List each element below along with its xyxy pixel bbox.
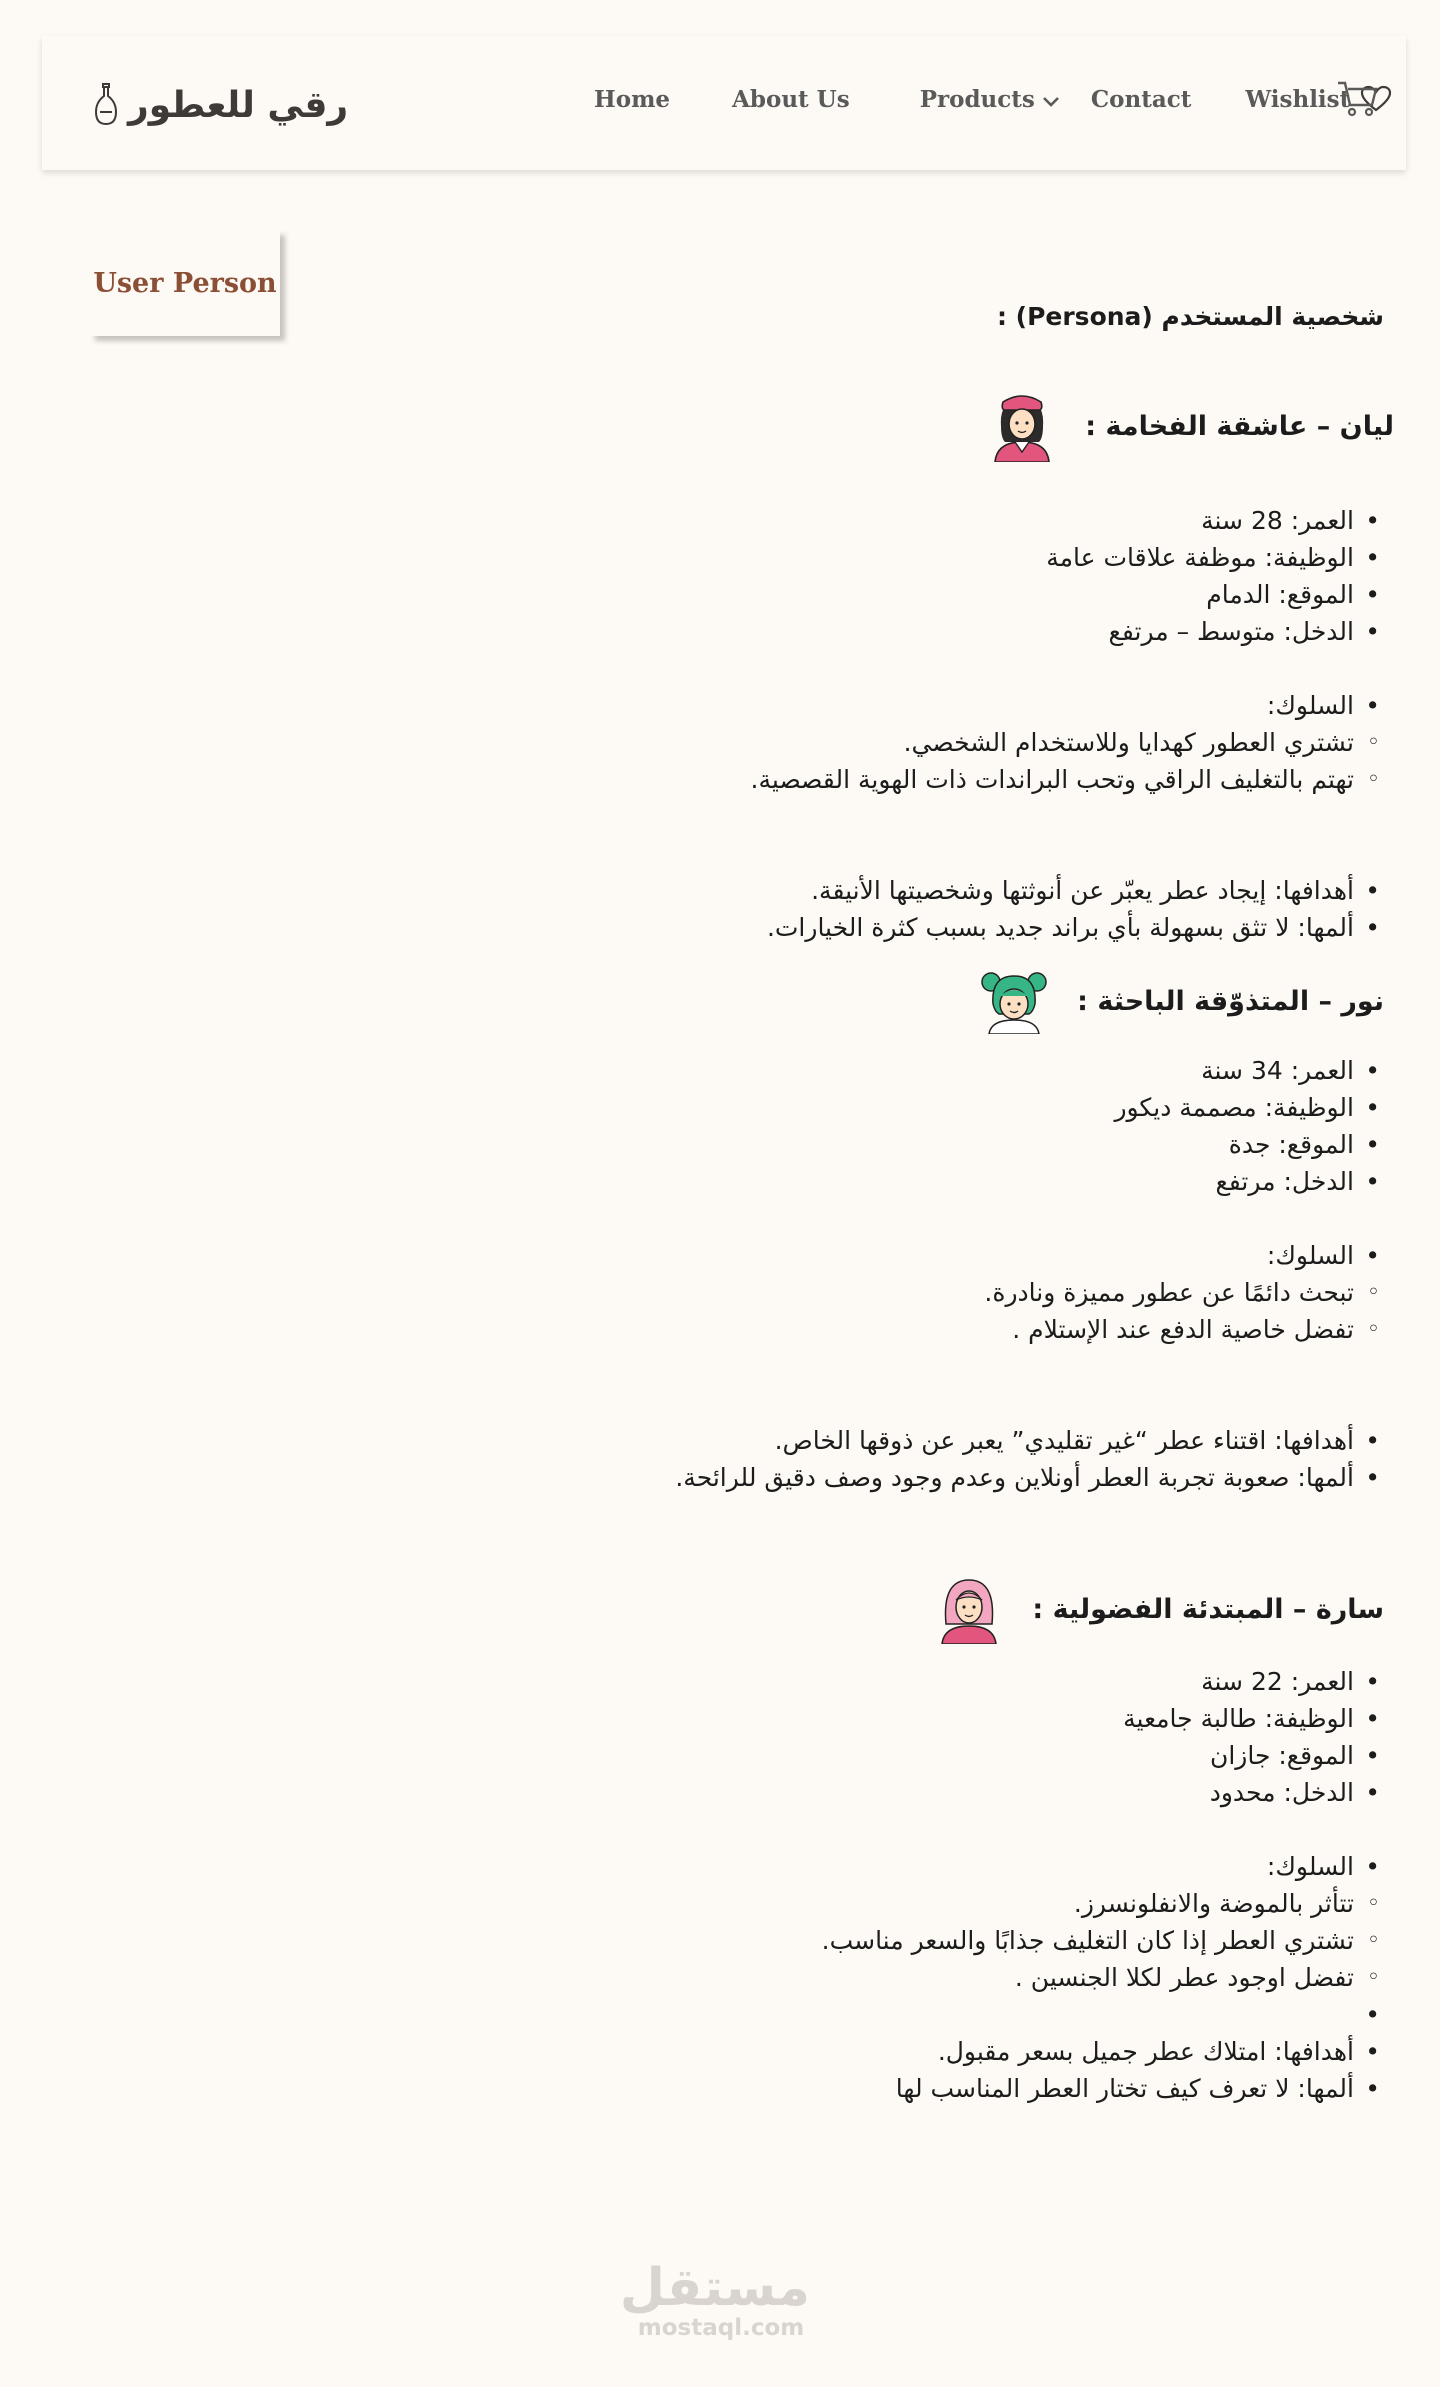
persona-title: نور – المتذوّقة الباحثة : xyxy=(1077,985,1384,1017)
woman-avatar-icon xyxy=(936,1574,1002,1644)
list-item: • الدخل: محدود xyxy=(822,1774,1382,1811)
woman-avatar-icon xyxy=(981,968,1047,1034)
list-item: ◦ تفضل خاصية الدفع عند الإستلام . xyxy=(675,1311,1382,1348)
list-item: ◦ تشتري العطور كهدايا وللاستخدام الشخصي. xyxy=(751,724,1382,761)
list-item: • الموقع: الدمام xyxy=(751,576,1382,613)
list-item-empty xyxy=(822,1996,1382,2033)
user-person-tab[interactable]: User Person xyxy=(90,230,280,336)
persona-header-noor xyxy=(981,968,1384,1034)
list-item: • العمر: 34 سنة xyxy=(675,1052,1382,1089)
list-item: ◦ تتأثر بالموضة والانفلونسرز. xyxy=(822,1885,1382,1922)
list-item: • السلوك: xyxy=(751,687,1382,724)
chevron-down-icon xyxy=(1041,95,1061,109)
list-item: • الموقع: جدة xyxy=(675,1126,1382,1163)
list-item: • الوظيفة: موظفة علاقات عامة xyxy=(751,539,1382,576)
list-item: • الدخل: مرتفع xyxy=(675,1163,1382,1200)
persona-details-sara xyxy=(822,1663,1382,2107)
list-item: • العمر: 22 سنة xyxy=(822,1663,1382,1700)
list-item: • العمر: 28 سنة xyxy=(751,502,1382,539)
logo[interactable] xyxy=(94,80,348,130)
list-item: ◦ تهتم بالتغليف الراقي وتحب البراندات ذات الهوية القصصية. xyxy=(751,761,1382,798)
list-item: • ألمها: لا تثق بسهولة بأي براند جديد بسبب كثرة الخيارات. xyxy=(751,909,1382,946)
list-item: ◦ تبحث دائمًا عن عطور مميزة ونادرة. xyxy=(675,1274,1382,1311)
persona-title: سارة – المبتدئة الفضولية : xyxy=(1032,1593,1384,1625)
navbar xyxy=(42,36,1406,170)
list-item: • الدخل: متوسط – مرتفع xyxy=(751,613,1382,650)
watermark-arabic: مستقل xyxy=(619,2258,810,2318)
list-item: • ألمها: لا تعرف كيف تختار العطر المناسب لها xyxy=(822,2070,1382,2107)
list-item: • السلوك: xyxy=(822,1848,1382,1885)
logo-text: رقي للعطور xyxy=(128,84,349,126)
list-item: ◦ تشتري العطر إذا كان التغليف جذابًا والسعر مناسب. xyxy=(822,1922,1382,1959)
nav-products-label: Products xyxy=(919,85,1035,113)
nav-products[interactable] xyxy=(920,86,1061,113)
list-item: • الوظيفة: مصممة ديكور xyxy=(675,1089,1382,1126)
list-item: • الوظيفة: طالبة جامعية xyxy=(822,1700,1382,1737)
watermark-english: mostaql.com xyxy=(637,2315,805,2341)
persona-header-layan xyxy=(989,390,1394,462)
persona-title: ليان – عاشقة الفخامة : xyxy=(1085,410,1394,442)
cart-icon[interactable] xyxy=(1336,80,1378,118)
main-navigation xyxy=(554,36,1392,162)
list-item: • أهدافها: امتلاك عطر جميل بسعر مقبول. xyxy=(822,2033,1382,2070)
list-item: • السلوك: xyxy=(675,1237,1382,1274)
nav-wishlist-label: Wishlist xyxy=(1245,85,1351,113)
persona-details-layan xyxy=(751,502,1382,946)
list-item: • أهدافها: اقتناء عطر “غير تقليدي” يعبر عن ذوقها الخاص. xyxy=(675,1422,1382,1459)
nav-contact[interactable]: Contact xyxy=(1090,85,1192,113)
page-title: شخصية المستخدم (Persona) : xyxy=(996,302,1384,331)
woman-avatar-icon xyxy=(989,390,1055,462)
list-item: • الموقع: جازان xyxy=(822,1737,1382,1774)
watermark xyxy=(619,2258,810,2341)
persona-details-noor xyxy=(675,1052,1382,1496)
perfume-bottle-icon xyxy=(94,82,118,128)
list-item: • ألمها: صعوبة تجربة العطر أونلاين وعدم وجود وصف دقيق للرائحة. xyxy=(675,1459,1382,1496)
list-item: • أهدافها: إيجاد عطر يعبّر عن أنوثتها وشخصيتها الأنيقة. xyxy=(751,872,1382,909)
list-item: ◦ تفضل اوجود عطر لكلا الجنسين . xyxy=(822,1959,1382,1996)
nav-about-us[interactable]: About Us xyxy=(732,85,850,113)
nav-home[interactable]: Home xyxy=(594,85,671,113)
persona-header-sara xyxy=(936,1574,1384,1644)
